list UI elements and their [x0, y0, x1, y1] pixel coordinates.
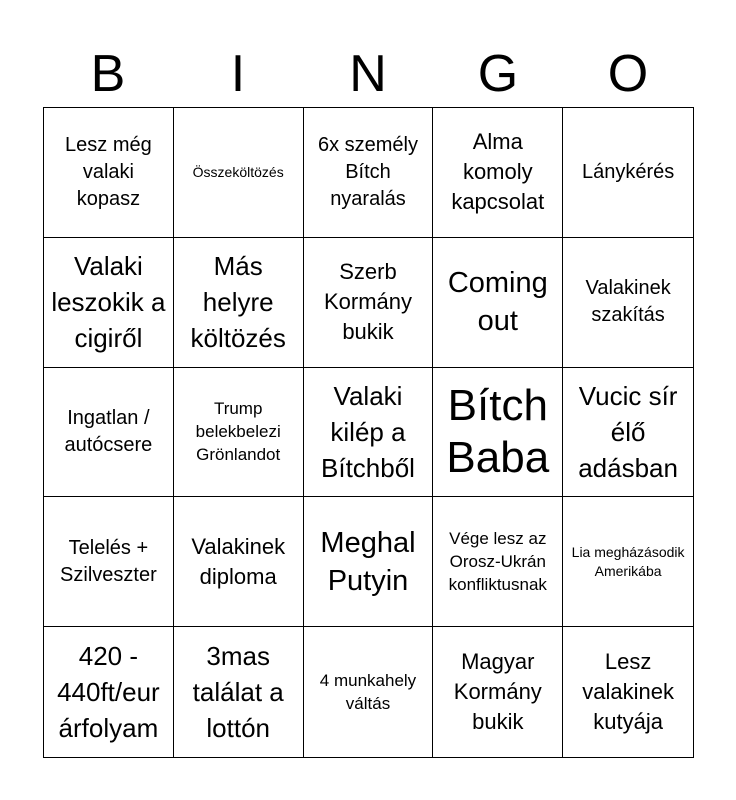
- cell-text: Szerb Kormány bukik: [323, 259, 413, 345]
- bingo-cell[interactable]: [174, 108, 304, 238]
- cell-text: Lia megházásodik Amerikába: [571, 543, 685, 579]
- cell-text: Telelés + Szilveszter: [60, 536, 157, 586]
- bingo-cell[interactable]: [44, 497, 174, 627]
- cell-text: 4 munkahely váltás: [319, 671, 417, 714]
- bingo-cell[interactable]: [433, 497, 563, 627]
- cell-text: Bítch Baba: [446, 380, 550, 482]
- bingo-cell[interactable]: [563, 627, 693, 757]
- cell-text: Vége lesz az Orosz-Ukrán konfliktusnak: [448, 529, 547, 595]
- bingo-cell[interactable]: [563, 497, 693, 627]
- cell-text: Más helyre költözés: [190, 251, 286, 354]
- cell-text: Trump belekbelezi Grönlandot: [195, 399, 281, 465]
- bingo-cell[interactable]: [433, 627, 563, 757]
- cell-text: Magyar Kormány bukik: [453, 649, 542, 735]
- cell-text: Lánykérés: [581, 160, 675, 183]
- bingo-board: [43, 107, 694, 758]
- cell-text: Vucic sír élő adásban: [578, 380, 678, 483]
- bingo-cell[interactable]: [433, 238, 563, 368]
- header-letter-g: G: [477, 45, 519, 103]
- header-letter-b: B: [90, 45, 126, 103]
- bingo-cell[interactable]: [304, 108, 434, 238]
- bingo-cell[interactable]: [433, 108, 563, 238]
- cell-text: Meghal Putyin: [320, 526, 416, 597]
- bingo-cell[interactable]: [174, 238, 304, 368]
- header-letter-n: N: [349, 45, 387, 103]
- cell-text: Ingatlan / autócsere: [64, 406, 153, 456]
- cell-text: Valaki leszokik a cigiről: [51, 251, 166, 354]
- header-letter-i: I: [230, 45, 246, 103]
- cell-text: Lesz valakinek kutyája: [582, 649, 674, 735]
- bingo-cell[interactable]: [304, 497, 434, 627]
- bingo-cell[interactable]: [174, 368, 304, 498]
- cell-text: 6x személy Bítch nyaralás: [317, 133, 418, 210]
- cell-text: Lesz még valaki kopasz: [65, 133, 152, 210]
- bingo-cell[interactable]: [304, 368, 434, 498]
- bingo-cell[interactable]: [563, 108, 693, 238]
- bingo-cell[interactable]: [44, 368, 174, 498]
- cell-text: Valakinek diploma: [191, 533, 286, 589]
- bingo-cell[interactable]: [174, 497, 304, 627]
- cell-text: 420 - 440ft/eur árfolyam: [57, 641, 160, 744]
- bingo-cell[interactable]: [304, 238, 434, 368]
- bingo-cell[interactable]: [174, 627, 304, 757]
- bingo-cell[interactable]: [563, 368, 693, 498]
- cell-text: Alma komoly kapcsolat: [451, 129, 545, 215]
- bingo-cell[interactable]: [44, 108, 174, 238]
- bingo-cell[interactable]: [44, 238, 174, 368]
- bingo-cell[interactable]: [563, 238, 693, 368]
- bingo-header: [43, 40, 693, 108]
- bingo-cell[interactable]: [304, 627, 434, 757]
- bingo-cell[interactable]: [44, 627, 174, 757]
- bingo-cell[interactable]: [433, 368, 563, 498]
- cell-text: Összeköltözés: [192, 163, 284, 180]
- cell-text: Valaki kilép a Bítchből: [321, 380, 415, 483]
- cell-text: Coming out: [447, 267, 548, 338]
- header-letter-o: O: [607, 45, 649, 103]
- cell-text: 3mas találat a lottón: [192, 641, 284, 744]
- cell-text: Valakinek szakítás: [585, 277, 671, 327]
